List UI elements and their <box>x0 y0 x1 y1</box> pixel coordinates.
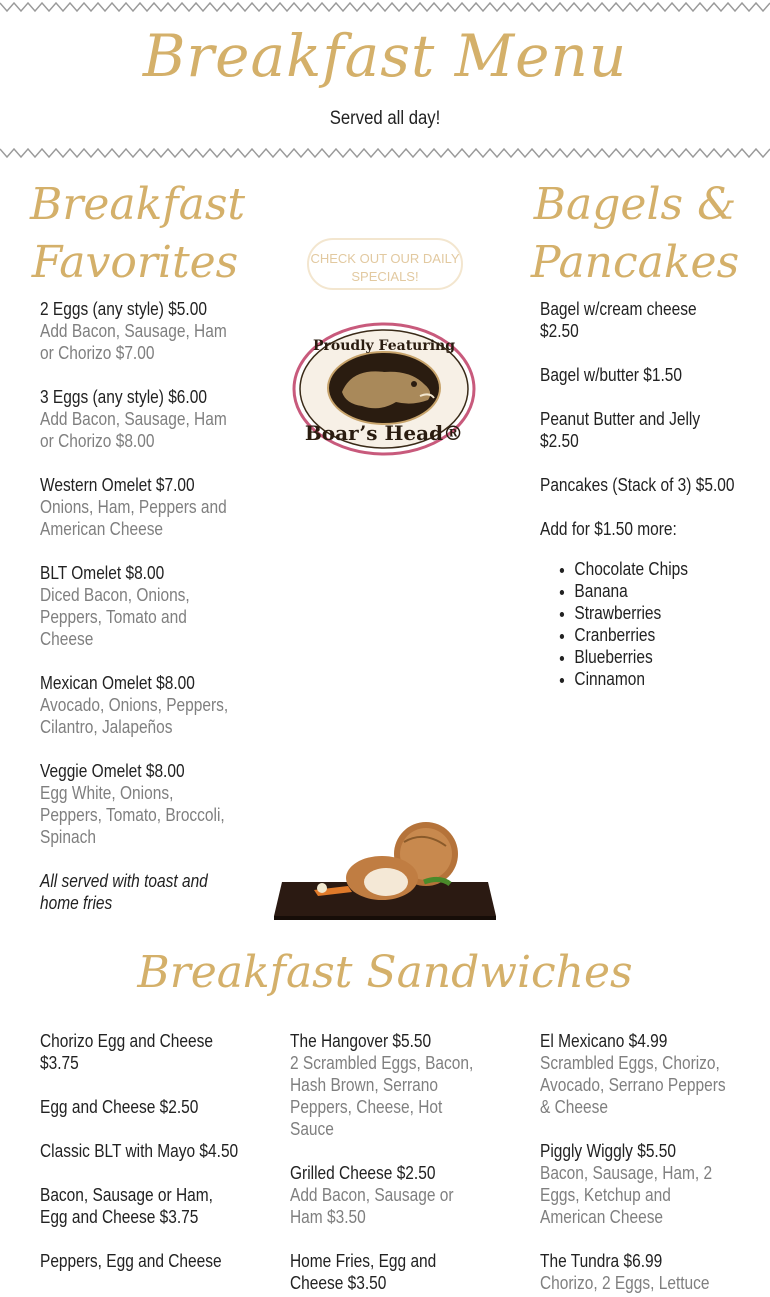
zigzag-border-top <box>0 0 770 14</box>
daily-specials-button[interactable]: CHECK OUT OUR DAILY SPECIALS! <box>307 238 463 290</box>
item-desc: Onions, Ham, Peppers and American Cheese <box>40 497 227 539</box>
item-desc: Chorizo, 2 Eggs, Lettuce <box>540 1273 710 1293</box>
menu-item <box>40 562 240 650</box>
item-name: Pancakes (Stack of 3) $5.00 <box>540 475 735 495</box>
addon-label: Add for $1.50 more: <box>540 519 677 539</box>
favorites-list <box>40 298 240 914</box>
menu-item <box>540 1140 740 1228</box>
menu-item <box>290 1030 490 1140</box>
item-name: The Tundra $6.99 <box>540 1251 663 1271</box>
menu-item <box>540 364 740 386</box>
page-title: Breakfast Menu <box>142 22 628 90</box>
item-desc: Diced Bacon, Onions, Peppers, Tomato and Cheese <box>40 585 190 649</box>
item-name: Home Fries, Egg and Cheese $3.50 <box>290 1251 437 1293</box>
logo-line2: Boar’s Head® <box>304 421 464 445</box>
menu-item <box>540 408 740 452</box>
list-item: • Blueberries <box>574 646 739 668</box>
item-name: Mexican Omelet $8.00 <box>40 673 195 693</box>
list-item: • Cinnamon <box>574 668 739 690</box>
item-name: Grilled Cheese $2.50 <box>290 1163 436 1183</box>
item-name: 3 Eggs (any style) $6.00 <box>40 387 207 407</box>
item-desc: Avocado, Onions, Peppers, Cilantro, Jalapeños <box>40 695 229 737</box>
item-desc: Add Bacon, Sausage, Ham or Chorizo $7.00 <box>40 321 227 363</box>
boars-head-logo <box>292 322 476 456</box>
favorites-note: All served with toast and home fries <box>40 871 208 913</box>
menu-item <box>290 1162 490 1228</box>
item-name: Peanut Butter and Jelly $2.50 <box>540 409 701 451</box>
menu-item <box>540 1030 740 1118</box>
menu-item <box>40 760 240 848</box>
item-desc: Bacon, Sausage, Ham, 2 Eggs, Ketchup and American Cheese <box>540 1163 713 1227</box>
sandwiches-col-2 <box>290 1030 490 1297</box>
list-item: • Chocolate Chips <box>574 558 739 580</box>
list-item: • Strawberries <box>574 602 739 624</box>
bagels-list <box>540 298 740 690</box>
favorites-heading: Breakfast Favorites <box>30 179 246 288</box>
menu-item <box>40 298 240 364</box>
item-name: Bagel w/cream cheese $2.50 <box>540 299 697 341</box>
menu-item <box>40 1184 240 1228</box>
menu-item <box>540 1250 740 1294</box>
list-item: • Cranberries <box>574 624 739 646</box>
item-name: El Mexicano $4.99 <box>540 1031 668 1051</box>
menu-item <box>40 1030 240 1074</box>
list-item: • Banana <box>574 580 739 602</box>
menu-item <box>540 474 740 496</box>
item-name: Veggie Omelet $8.00 <box>40 761 185 781</box>
addon-list <box>540 558 740 690</box>
item-desc: 2 Scrambled Eggs, Bacon, Hash Brown, Serrano Peppers, Cheese, Hot Sauce <box>290 1053 474 1139</box>
item-name: Classic BLT with Mayo $4.50 <box>40 1141 239 1161</box>
item-name: Egg and Cheese $2.50 <box>40 1097 199 1117</box>
sandwiches-heading: Breakfast Sandwiches <box>137 947 633 998</box>
logo-line1: Proudly Featuring <box>313 338 455 354</box>
item-desc: Egg White, Onions, Peppers, Tomato, Broccoli, Spinach <box>40 783 225 847</box>
menu-item <box>540 298 740 342</box>
deli-meat-image <box>274 812 498 920</box>
menu-item <box>40 386 240 452</box>
item-desc: Scrambled Eggs, Chorizo, Avocado, Serrano Peppers & Cheese <box>540 1053 726 1117</box>
item-desc: Add Bacon, Sausage or Ham $3.50 <box>290 1185 454 1227</box>
item-name: BLT Omelet $8.00 <box>40 563 165 583</box>
menu-item <box>290 1250 490 1294</box>
sandwiches-col-3 <box>540 1030 740 1297</box>
menu-item <box>40 1140 240 1162</box>
item-name: 2 Eggs (any style) $5.00 <box>40 299 207 319</box>
item-name: Chorizo Egg and Cheese $3.75 <box>40 1031 213 1073</box>
item-name: Piggly Wiggly $5.50 <box>540 1141 676 1161</box>
item-desc: Add Bacon, Sausage, Ham or Chorizo $8.00 <box>40 409 227 451</box>
item-name: Bacon, Sausage or Ham, Egg and Cheese $3.75 <box>40 1185 213 1227</box>
item-name: The Hangover $5.50 <box>290 1031 432 1051</box>
bagels-heading: Bagels & Pancakes <box>530 179 740 288</box>
sandwiches-col-1 <box>40 1030 240 1294</box>
zigzag-border-bottom <box>0 146 770 160</box>
item-name: Bagel w/butter $1.50 <box>540 365 683 385</box>
menu-item <box>40 672 240 738</box>
item-name: Peppers, Egg and Cheese <box>40 1251 222 1271</box>
menu-item <box>40 474 240 540</box>
page-subtitle: Served all day! <box>329 108 441 129</box>
item-name: Western Omelet $7.00 <box>40 475 195 495</box>
menu-item <box>40 1250 240 1272</box>
menu-item <box>40 1096 240 1118</box>
